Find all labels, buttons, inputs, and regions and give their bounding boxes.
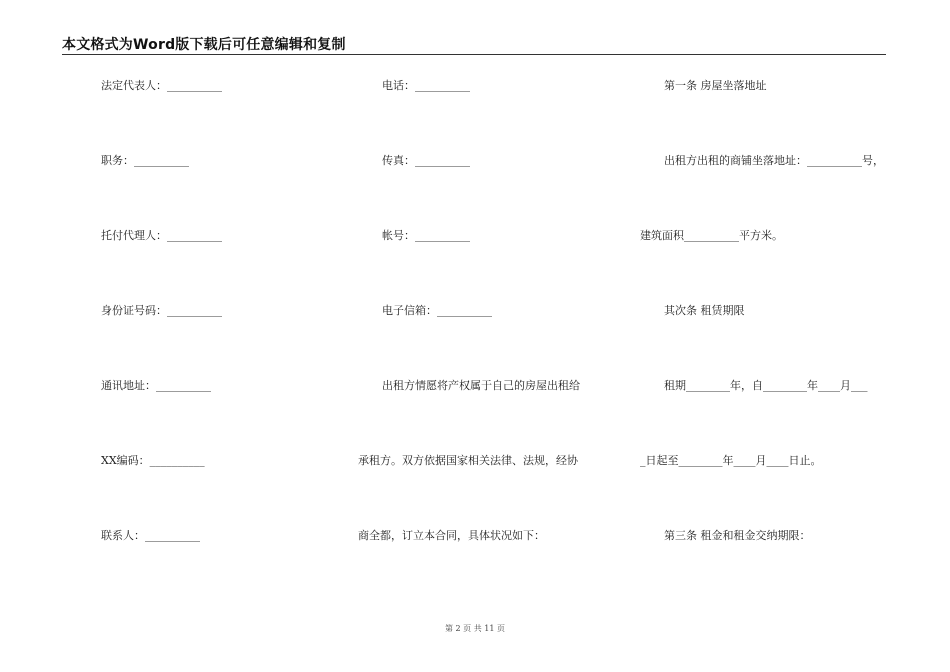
id-number-line: 身份证号码：__________ [101,304,222,317]
postal-code-line: XX编码：__________ [101,454,205,467]
article-2-heading: 其次条 租赁期限 [664,304,745,317]
header-divider [62,54,886,55]
email-line: 电子信箱：__________ [382,304,492,317]
contact-person-line: 联系人：__________ [101,529,200,542]
phone-line: 电话：__________ [382,79,470,92]
agent-line: 托付代理人：__________ [101,229,222,242]
position-line: 职务：__________ [101,154,189,167]
page-number: 第 2 页 共 11 页 [445,624,505,633]
document-header-title: 本文格式为Word版下载后可任意编辑和复制 [62,37,346,53]
lease-term-line-1: 租期________年，自________年____月___ [664,379,868,392]
address-line: 通讯地址：__________ [101,379,211,392]
lease-term-line-2: _日起至________年____月____日止。 [640,454,822,467]
intro-paragraph-line-1: 出租方情愿将产权属于自己的房屋出租给 [382,379,580,392]
building-area-line: 建筑面积__________平方米。 [640,229,783,242]
intro-paragraph-line-2: 承租方。双方依据国家相关法律、法规，经协 [358,454,578,467]
article-3-heading: 第三条 租金和租金交纳期限： [664,529,811,542]
article-1-heading: 第一条 房屋坐落地址 [664,79,767,92]
legal-representative-line: 法定代表人：__________ [101,79,222,92]
shop-address-line: 出租方出租的商铺坐落地址：__________号， [664,154,884,167]
intro-paragraph-line-3: 商全都，订立本合同，具体状况如下： [358,529,545,542]
fax-line: 传真：__________ [382,154,470,167]
account-line: 帐号：__________ [382,229,470,242]
